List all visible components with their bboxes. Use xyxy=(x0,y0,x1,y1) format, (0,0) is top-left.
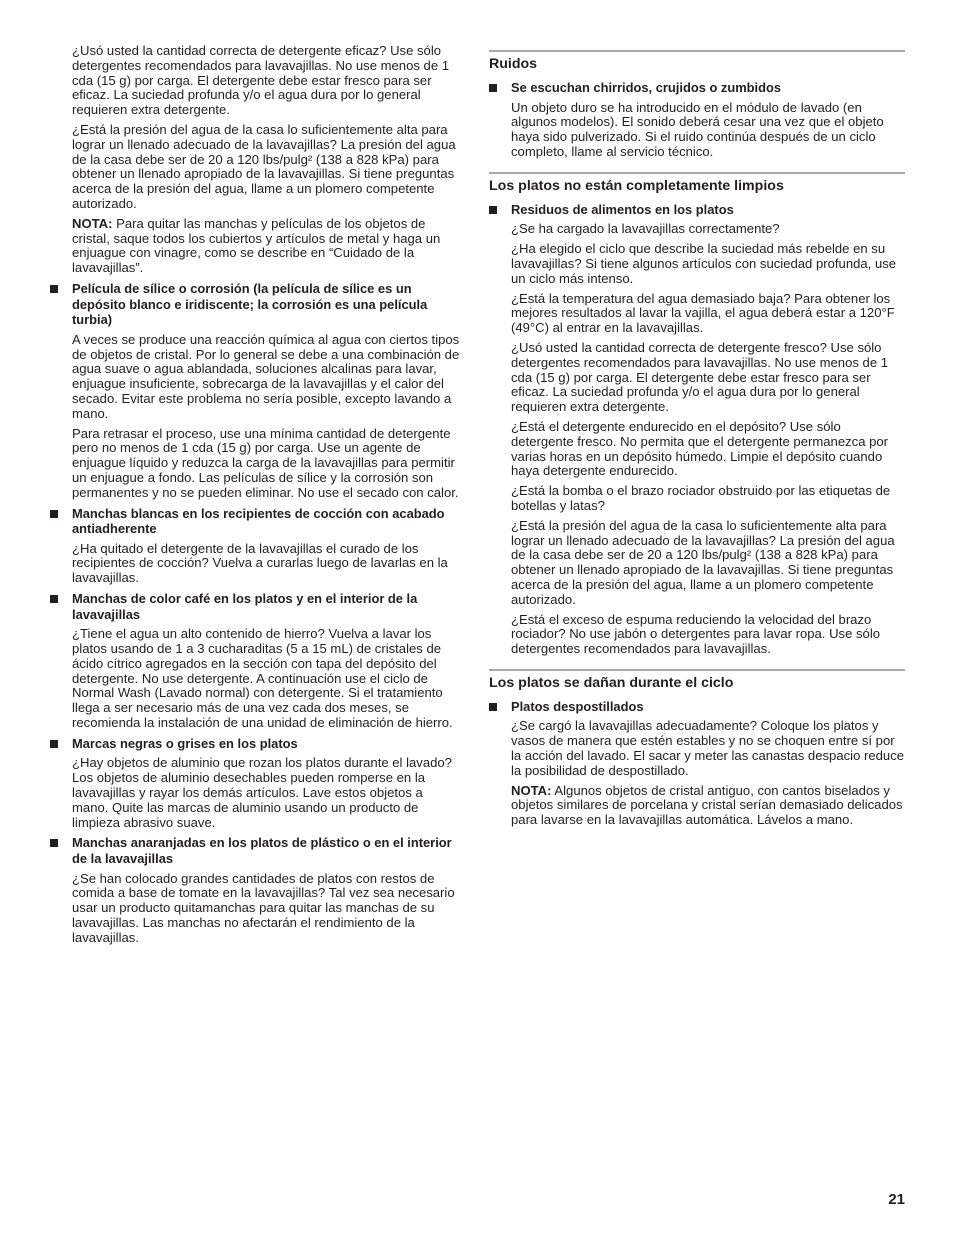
paragraph: ¿Está la presión del agua de la casa lo suficientemente alta para lograr un llenado adecuado de la lavavajillas? La presión del agua de la casa debe ser de 20 a 120 lbs/pulg² (138 a 828 kPa) para obtener un llenado apropiado de la lavavajillas. Si tiene preguntas acerca de la presión del agua, llame a un plomero competente autorizado. xyxy=(72,121,456,211)
note-label: NOTA: xyxy=(511,782,552,798)
bullet-heading: Marcas negras o grises en los platos xyxy=(50,736,461,752)
paragraph: ¿Está la temperatura del agua demasiado baja? Para obtener los mejores resultados al lavar la vajilla, el agua deberá estar a 120°F (49°C) al entrar en la lavavajillas. xyxy=(511,290,895,336)
paragraph: A veces se produce una reacción química al agua con ciertos tipos de objetos de cristal. Por lo general se debe a una combinación de agua suave o agua ablandada, soluciones alcalinas para lavar, enjuague insuficiente, sobrecarga de la lavavajillas y el calor del secado. Evitar este problema no sería posible, excepto lavando a mano. xyxy=(72,331,460,421)
bullet-heading: Manchas anaranjadas en los platos de plástico o en el interior de la lavavajillas xyxy=(50,835,461,866)
paragraph: ¿Está el detergente endurecido en el depósito? Use sólo detergente fresco. No permita que el detergente permanezca por varias horas en un depósito húmedo. Limpie el depósito cuando haya detergente endurecido. xyxy=(511,418,889,479)
section-heading: Los platos se dañan durante el ciclo xyxy=(489,674,734,691)
paragraph: ¿Usó usted la cantidad correcta de detergente eficaz? Use sólo detergentes recomendados para lavavajillas. No use menos de 1 cda (15 g) por carga. El detergente debe estar fresco para ser eficaz. La suciedad profunda y/o el agua dura por lo general requieren extra detergente. xyxy=(72,43,450,118)
paragraph: ¿Se cargó la lavavajillas adecuadamente? Coloque los platos y vasos de manera que estén estables y no se choquen entre sí por la acción del lavado. El sacar y meter las canastas despacio reduce la posibilidad de despostillado. xyxy=(511,718,905,778)
page-number: 21 xyxy=(888,1191,905,1208)
paragraph: ¿Usó usted la cantidad correcta de detergente fresco? Use sólo detergentes recomendados para lavavajillas. No use menos de 1 cda (15 g) por carga. El detergente debe estar fresco para ser eficaz. La suciedad profunda y/o el agua dura por lo general requieren extra detergente. xyxy=(511,339,889,415)
section-platos-danados xyxy=(489,669,905,828)
bullet-heading: Platos despostillados xyxy=(489,699,905,715)
right-column xyxy=(489,44,905,833)
section-heading: Los platos no están completamente limpios xyxy=(489,177,784,194)
note-paragraph xyxy=(489,784,905,828)
note-paragraph xyxy=(50,217,461,276)
paragraph: ¿Se han colocado grandes cantidades de platos con restos de comida a base de tomate en la lavavajillas? Tal vez sea necesario usar un producto quitamanchas para quitar las manchas de su lavavajillas. Las manchas no afectarán el rendimiento de la lavavajillas. xyxy=(72,870,455,945)
paragraph: ¿Ha elegido el ciclo que describe la suciedad más rebelde en su lavavajillas? Si tiene algunos artículos con suciedad profunda, use un ciclo más intenso. xyxy=(511,241,897,286)
paragraph: ¿Tiene el agua un alto contenido de hierro? Vuelva a lavar los platos usando de 1 a 3 cucharaditas (5 a 15 mL) de cristales de ácido cítrico agregados en la sección con tapa del depósito del detergente. No use detergente. A continuación use el ciclo de Normal Wash (Lavado normal) con detergente. Si el tratamiento llega a ser necesario más de una vez cada dos meses, se recomienda la instalación de una unidad de eliminación de hierro. xyxy=(72,626,453,731)
note-text: Para quitar las manchas y películas de los objetos de cristal, saque todos los cubiertos y artículos de metal y haga un enjuague con vinagre, como se describe en “Cuidado de la lavavajillas”. xyxy=(72,215,441,276)
bullet-heading: Película de sílice o corrosión (la película de sílice es un depósito blanco e iridiscente; la corrosión es una película turbia) xyxy=(50,281,461,328)
note-label: NOTA: xyxy=(72,215,113,231)
bullet-heading: Manchas blancas en los recipientes de cocción con acabado antiadherente xyxy=(50,506,461,537)
bullet-heading: Se escuchan chirridos, crujidos o zumbidos xyxy=(489,80,905,96)
left-column xyxy=(50,44,461,951)
bullet-heading: Residuos de alimentos en los platos xyxy=(489,202,905,218)
paragraph: ¿Ha quitado el detergente de la lavavajillas el curado de los recipientes de cocción? Vuelva a curarlas luego de lavarlas en la lavavajillas. xyxy=(72,540,448,586)
paragraph: ¿Hay objetos de aluminio que rozan los platos durante el lavado? Los objetos de aluminio desechables pueden romperse en la lavavajillas y rayar los demás artículos. Lave estos objetos a mano. Quite las marcas de aluminio usando un producto de limpieza abrasivo suave. xyxy=(72,755,452,830)
paragraph: ¿Se ha cargado la lavavajillas correctamente? xyxy=(511,221,780,237)
bullet-heading: Manchas de color café en los platos y en el interior de la lavavajillas xyxy=(50,591,461,622)
section-platos-no-limpios xyxy=(489,172,905,657)
paragraph: ¿Está la presión del agua de la casa lo suficientemente alta para lograr un llenado adecuado de la lavavajillas? La presión del agua de la casa debe ser de 20 a 120 lbs/pulg² (138 a 828 kPa) para obtener un llenado apropiado de la lavavajillas. Si tiene preguntas acerca de la presión del agua, llame a un plomero competente autorizado. xyxy=(511,517,895,607)
paragraph: ¿Está el exceso de espuma reduciendo la velocidad del brazo rociador? No use jabón o detergentes para lavar ropa. Use sólo detergentes recomendados para lavavajillas. xyxy=(511,611,881,657)
section-heading: Ruidos xyxy=(489,56,538,72)
paragraph: ¿Está la bomba o el brazo rociador obstruido por las etiquetas de botellas y latas? xyxy=(511,483,891,513)
note-text: Algunos objetos de cristal antiguo, con cantos biselados y objetos similares de porcelana y cristal serían demasiado delicados para lavarse en la lavavajillas automática. Lávelos a mano. xyxy=(511,782,903,828)
paragraph: Un objeto duro se ha introducido en el módulo de lavado (en algunos modelos). El sonido deberá cesar una vez que el objeto haya sido pulverizado. Si el ruido continúa después de un ciclo completo, llame al servicio técnico. xyxy=(511,99,884,159)
section-ruidos xyxy=(489,50,905,160)
paragraph: Para retrasar el proceso, use una mínima cantidad de detergente pero no menos de 1 cda (15 g) por carga. Use un agente de enjuague líquido y reduzca la carga de la lavavajillas para permitir un enjuague a fondo. Las películas de sílice y la corrosión son permanentes y no se pueden eliminar. No use el secado con calor. xyxy=(72,425,459,500)
